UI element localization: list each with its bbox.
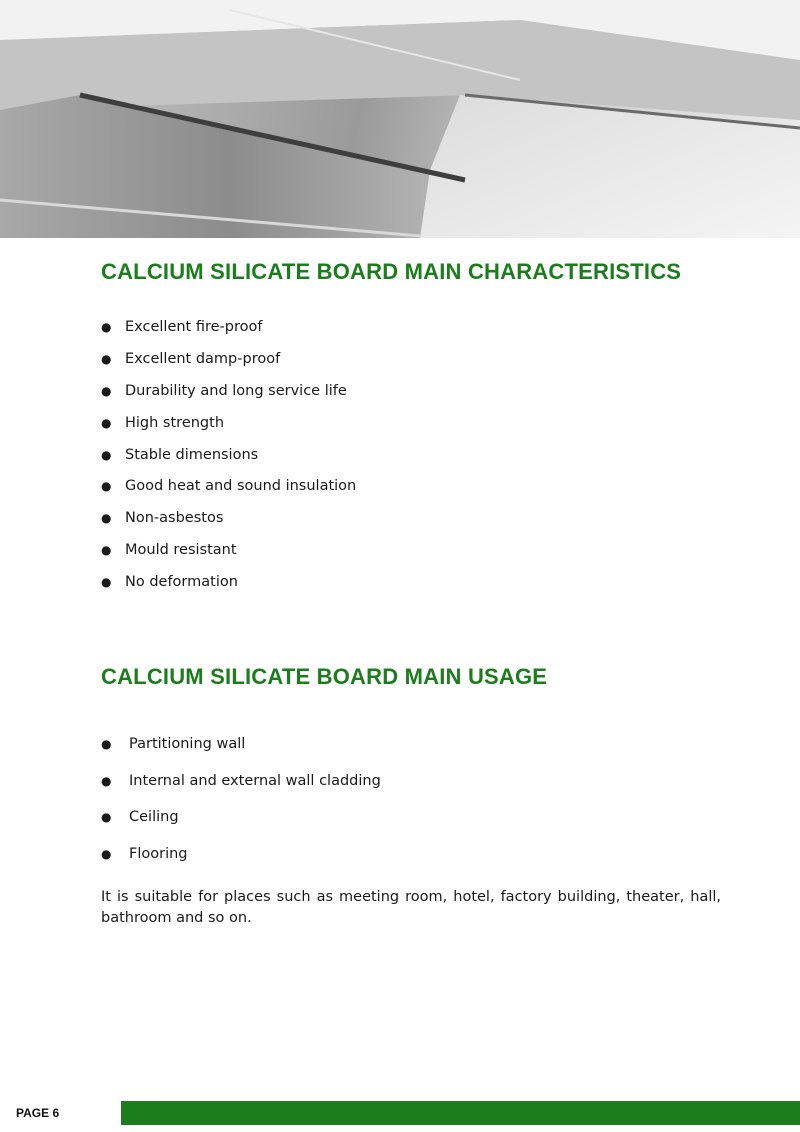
hero-image — [0, 0, 800, 238]
usage-list — [101, 733, 381, 879]
list-item: ● Internal and external wall cladding — [101, 770, 381, 807]
bullet-icon: ● — [101, 479, 112, 494]
list-item: ● Non-asbestos — [101, 507, 356, 539]
bullet-icon: ● — [101, 846, 112, 861]
list-item: ● Stable dimensions — [101, 444, 356, 476]
bullet-icon: ● — [101, 810, 112, 824]
bullet-icon: ● — [101, 447, 112, 462]
list-item: ● Mould resistant — [101, 539, 356, 571]
list-item: ● High strength — [101, 412, 356, 444]
bullet-icon: ● — [101, 575, 112, 590]
list-item: ● Ceiling — [101, 806, 381, 843]
bullet-icon: ● — [101, 383, 112, 398]
list-item: ● Flooring — [101, 843, 381, 880]
bullet-icon: ● — [101, 415, 112, 430]
bullet-icon: ● — [101, 351, 112, 366]
bullet-icon: ● — [101, 543, 112, 558]
usage-heading: CALCIUM SILICATE BOARD MAIN USAGE — [101, 664, 548, 689]
footer-bar — [121, 1101, 800, 1125]
bullet-icon: ● — [101, 320, 112, 334]
characteristics-list — [101, 316, 356, 603]
list-item: ● Partitioning wall — [101, 733, 381, 770]
bullet-icon: ● — [101, 737, 112, 751]
page-number: PAGE 6 — [16, 1106, 60, 1120]
calcium-silicate-board-photo — [0, 0, 800, 238]
list-item: ● No deformation — [101, 571, 356, 603]
list-item: ● Excellent damp-proof — [101, 348, 356, 380]
bullet-icon: ● — [101, 511, 112, 526]
usage-paragraph: It is suitable for places such as meeting room, hotel, factory building, theater, hall, bathroom and so on. — [101, 889, 721, 926]
list-item: ● Durability and long service life — [101, 380, 356, 412]
list-item: ● Excellent fire-proof — [101, 316, 356, 348]
list-item: ● Good heat and sound insulation — [101, 475, 356, 507]
characteristics-heading: CALCIUM SILICATE BOARD MAIN CHARACTERISTICS — [101, 259, 682, 284]
bullet-icon: ● — [101, 773, 112, 788]
